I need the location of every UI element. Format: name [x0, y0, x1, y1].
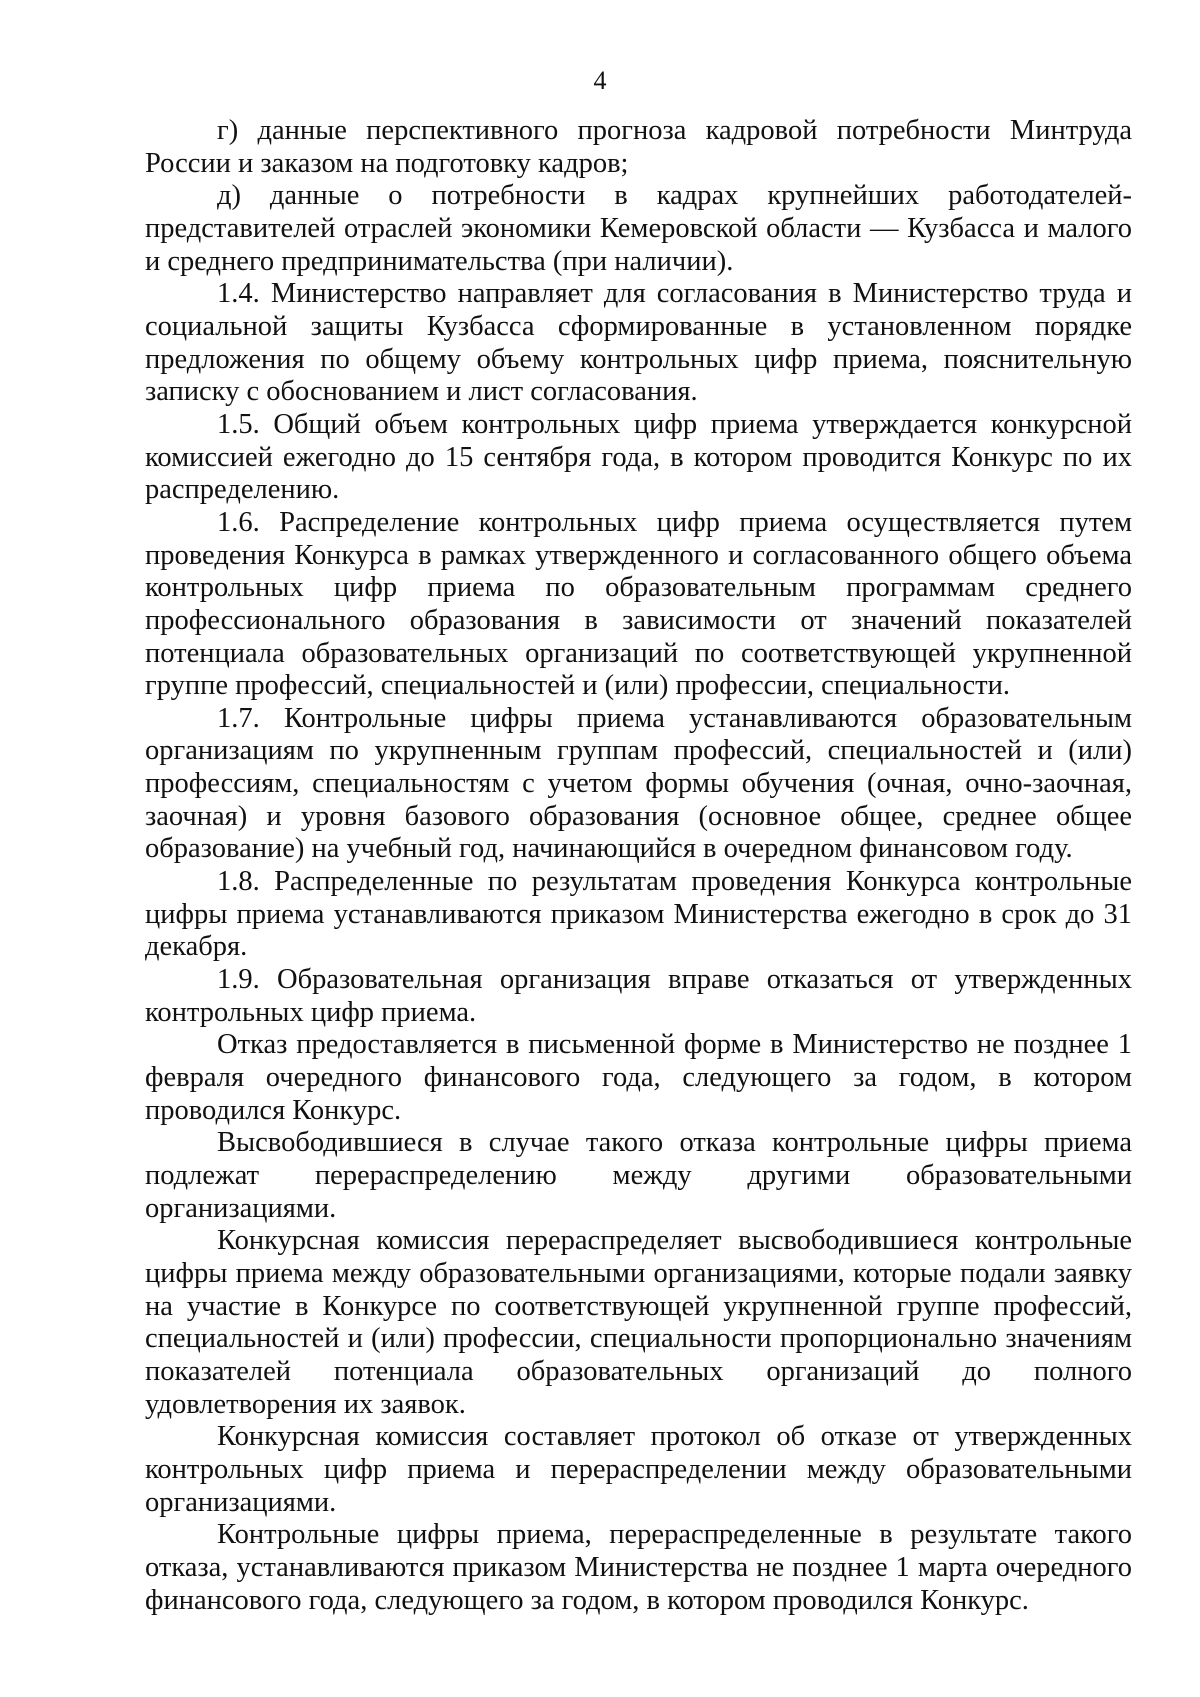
- page-number: 4: [593, 66, 607, 95]
- paragraph-item-d: д) данные о потребности в кадрах крупнейших работодателей-представителей отраслей экономики Кемеровской области — Кузбасса и малого и среднего предпринимательства (при наличии).: [145, 180, 1132, 277]
- paragraph-1-7: 1.7. Контрольные цифры приема устанавливаются образовательным организациям по укрупненным группам профессий, специальностей и (или) профессиям, специальностям с учетом формы обучения (очная, очно-заочная, заочная) и уровня базового образования (основное общее, среднее общее образование) на учебный год, начинающийся в очередном финансовом году.: [145, 702, 1132, 865]
- paragraph-item-g: г) данные перспективного прогноза кадровой потребности Минтруда России и заказом на подготовку кадров;: [145, 115, 1132, 179]
- document-body: [145, 115, 1132, 1617]
- paragraph-1-9: 1.9. Образовательная организация вправе отказаться от утвержденных контрольных цифр приема.: [145, 964, 1132, 1028]
- paragraph-1-8: 1.8. Распределенные по результатам проведения Конкурса контрольные цифры приема устанавливаются приказом Министерства ежегодно в срок до 31 декабря.: [145, 866, 1132, 963]
- paragraph-1-5: 1.5. Общий объем контрольных цифр приема утверждается конкурсной комиссией ежегодно до 15 сентября года, в котором проводится Конкурс по их распределению.: [145, 408, 1132, 506]
- paragraph-1-4: 1.4. Министерство направляет для согласования в Министерство труда и социальной защиты Кузбасса сформированные в установленном порядке предложения по общему объему контрольных цифр приема, пояснительную записку с обоснованием и лист согласования.: [145, 278, 1132, 408]
- paragraph-commission-protocol: Конкурсная комиссия составляет протокол об отказе от утвержденных контрольных цифр приема и перераспределении между образовательными организациями.: [145, 1421, 1132, 1518]
- paragraph-refusal-deadline: Отказ предоставляется в письменной форме в Министерство не позднее 1 февраля очередного финансового года, следующего за годом, в котором проводился Конкурс.: [145, 1029, 1132, 1126]
- paragraph-order-deadline: Контрольные цифры приема, перераспределенные в результате такого отказа, устанавливаются приказом Министерства не позднее 1 марта очередного финансового года, следующего за годом, в котором проводился Конкурс.: [145, 1519, 1132, 1616]
- paragraph-1-6: 1.6. Распределение контрольных цифр приема осуществляется путем проведения Конкурса в рамках утвержденного и согласованного общего объема контрольных цифр приема по образовательным программам среднего профессионального образования в зависимости от значений показателей потенциала образовательных организаций по соответствующей укрупненной группе профессий, специальностей и (или) профессии, специальности.: [145, 506, 1132, 702]
- paragraph-redistribution: Высвободившиеся в случае такого отказа контрольные цифры приема подлежат перераспределению между другими образовательными организациями.: [145, 1127, 1132, 1224]
- paragraph-commission-redistributes: Конкурсная комиссия перераспределяет высвободившиеся контрольные цифры приема между образовательными организациями, которые подали заявку на участие в Конкурсе по соответствующей укрупненной группе профессий, специальностей и (или) профессии, специальности пропорционально значениям показателей потенциала образовательных организаций до полного удовлетворения их заявок.: [145, 1225, 1132, 1420]
